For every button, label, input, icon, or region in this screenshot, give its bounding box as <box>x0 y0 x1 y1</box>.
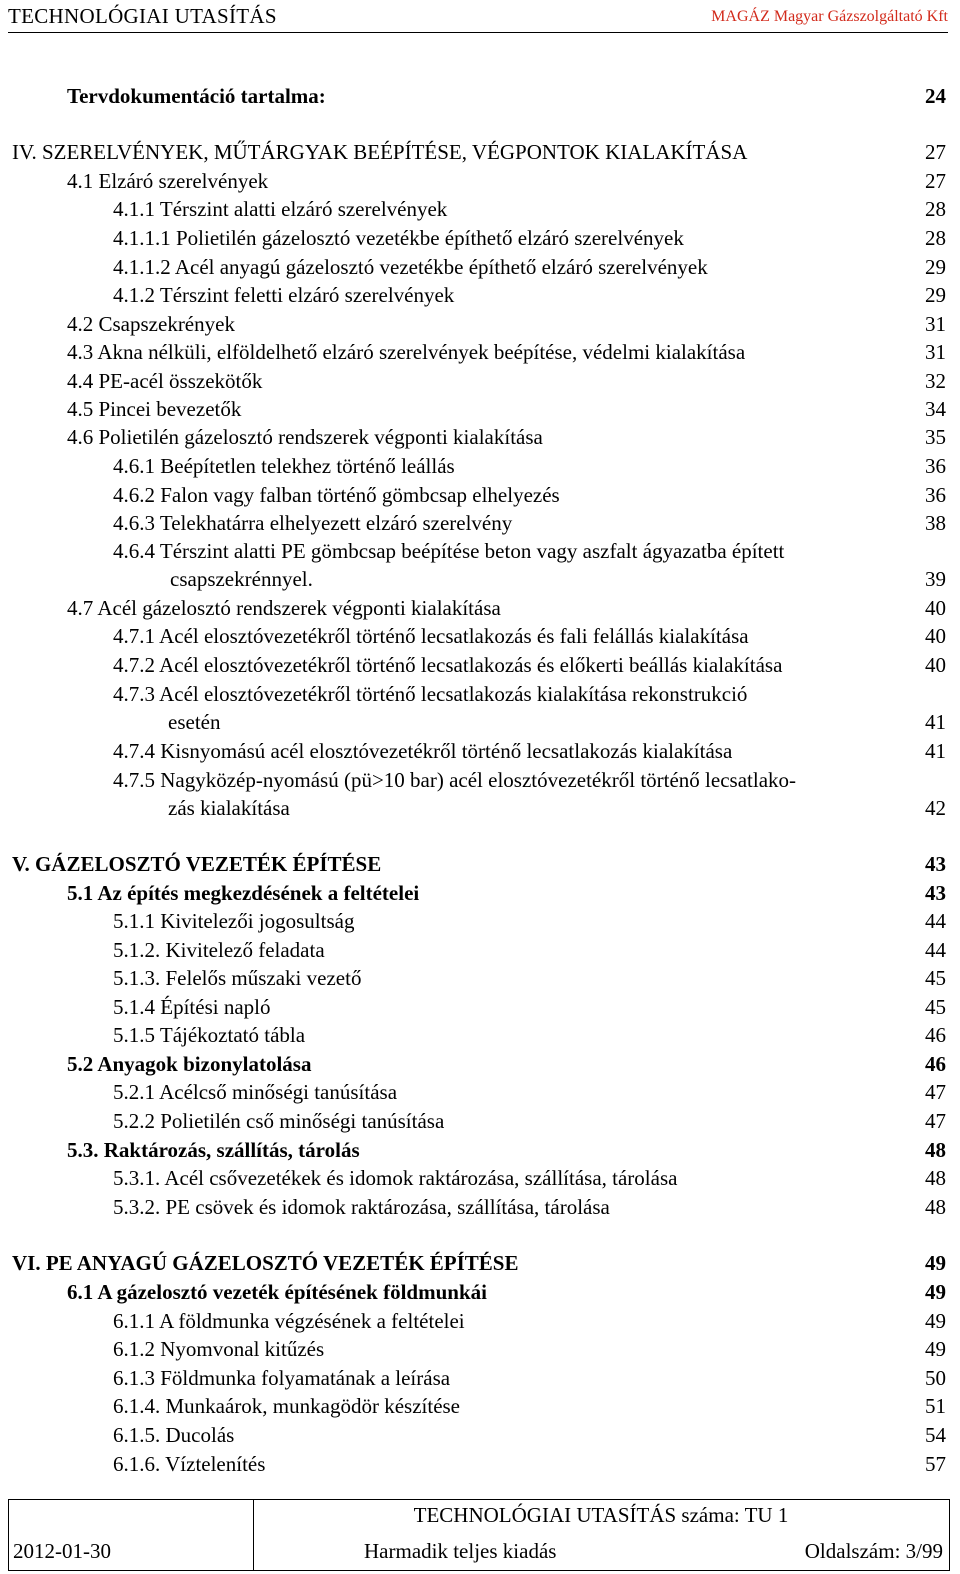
toc-entry <box>0 1021 960 1049</box>
toc-entry-page: 49 <box>925 1309 946 1333</box>
toc-entry-page: 46 <box>925 1052 946 1076</box>
toc-entry-page: 46 <box>925 1023 946 1047</box>
toc-entry-page: 47 <box>925 1109 946 1133</box>
toc-entry-title: esetén <box>168 710 221 734</box>
toc-entry <box>0 1307 960 1335</box>
toc-entry-title: 4.7.5 Nagyközép-nyomású (pü>10 bar) acél elosztóvezetékről történő lecsatlako- <box>113 768 797 792</box>
toc-entry-page: 39 <box>925 567 946 591</box>
toc-entry <box>0 651 960 679</box>
toc-entry-title: zás kialakítása <box>168 796 290 820</box>
toc-entry <box>0 423 960 451</box>
toc-entry-page: 29 <box>925 255 946 279</box>
toc-entry <box>0 367 960 395</box>
toc-entry-page: 41 <box>925 739 946 763</box>
toc-entry-page: 47 <box>925 1080 946 1104</box>
toc-entry <box>0 395 960 423</box>
toc-entry-page: 40 <box>925 596 946 620</box>
toc-entry <box>0 907 960 935</box>
toc-entry-title: 6.1.5. Ducolás <box>113 1423 235 1447</box>
toc-entry-page: 24 <box>925 84 946 108</box>
toc-entry-title: 4.1.2 Térszint feletti elzáró szerelvények <box>113 283 455 307</box>
toc-entry-title: 4.6.2 Falon vagy falban történő gömbcsap elhelyezés <box>113 483 560 507</box>
toc-entry-title: 5.1.2. Kivitelező feladata <box>113 938 325 962</box>
toc-entry <box>0 1136 960 1164</box>
toc-entry <box>0 794 960 822</box>
toc-entry <box>0 82 960 110</box>
footer-page-number: Oldalszám: 3/99 <box>804 1539 943 1563</box>
toc-entry-title: 5.1.1 Kivitelezői jogosultság <box>113 909 355 933</box>
toc-entry-title: 6.1.1 A földmunka végzésének a feltételei <box>113 1309 465 1333</box>
toc-entry <box>0 167 960 195</box>
toc-entry-title: 4.7.3 Acél elosztóvezetékről történő lecsatlakozás kialakítása rekonstrukció <box>113 682 748 706</box>
toc-entry-page: 40 <box>925 624 946 648</box>
toc-entry-title: 5.3.2. PE csövek és idomok raktározása, szállítása, tárolása <box>113 1195 610 1219</box>
toc-entry-title: 6.1.3 Földmunka folyamatának a leírása <box>113 1366 451 1390</box>
toc-entry <box>0 1164 960 1192</box>
toc-entry-title: 5.1.5 Tájékoztató tábla <box>113 1023 306 1047</box>
toc-entry-title: 4.7 Acél gázelosztó rendszerek végponti kialakítása <box>67 596 501 620</box>
toc-entry <box>0 224 960 252</box>
toc-entry-page: 27 <box>925 169 946 193</box>
toc-entry-title: 4.1 Elzáró szerelvények <box>67 169 269 193</box>
toc-entry <box>0 1078 960 1106</box>
toc-entry-title: 5.2.1 Acélcső minőségi tanúsítása <box>113 1080 398 1104</box>
toc-entry-page: 49 <box>925 1251 946 1275</box>
toc-entry-page: 43 <box>925 881 946 905</box>
header-title: TECHNOLÓGIAI UTASÍTÁS <box>8 4 277 28</box>
toc-entry-title: 4.6.1 Beépítetlen telekhez történő leállás <box>113 454 455 478</box>
toc-entry <box>0 1249 960 1277</box>
toc-entry-page: 51 <box>925 1394 946 1418</box>
toc-entry-page: 36 <box>925 483 946 507</box>
toc-entry-page: 44 <box>925 938 946 962</box>
toc-entry <box>0 509 960 537</box>
toc-entry <box>0 1335 960 1363</box>
footer-document-number: TECHNOLÓGIAI UTASÍTÁS száma: TU 1 <box>413 1503 789 1527</box>
toc-entry-page: 43 <box>925 852 946 876</box>
toc-entry <box>0 1050 960 1078</box>
footer-edition: Harmadik teljes kiadás <box>364 1539 557 1563</box>
toc-entry-title: 4.2 Csapszekrények <box>67 312 235 336</box>
toc-entry <box>0 879 960 907</box>
toc-entry-title: 5.2.2 Polietilén cső minőségi tanúsítása <box>113 1109 445 1133</box>
toc-entry <box>0 537 960 565</box>
toc-entry <box>0 1278 960 1306</box>
toc-entry <box>0 338 960 366</box>
toc-entry-page: 49 <box>925 1280 946 1304</box>
toc-entry-title: V. GÁZELOSZTÓ VEZETÉK ÉPÍTÉSE <box>12 852 382 876</box>
toc-entry-title: 5.3. Raktározás, szállítás, tárolás <box>67 1138 360 1162</box>
toc-entry <box>0 1193 960 1221</box>
toc-entry-title: 6.1 A gázelosztó vezeték építésének földmunkái <box>67 1280 487 1304</box>
toc-entry <box>0 936 960 964</box>
toc-entry <box>0 1450 960 1478</box>
toc-entry <box>0 1107 960 1135</box>
toc-entry-title: 5.1.3. Felelős műszaki vezető <box>113 966 362 990</box>
toc-entry-page: 45 <box>925 966 946 990</box>
toc-entry-title: 4.1.1.2 Acél anyagú gázelosztó vezetékbe építhető elzáró szerelvények <box>113 255 708 279</box>
toc-entry-page: 44 <box>925 909 946 933</box>
toc-entry <box>0 964 960 992</box>
toc-entry-title: Tervdokumentáció tartalma: <box>67 84 326 108</box>
toc-entry-title: 4.5 Pincei bevezetők <box>67 397 242 421</box>
toc-entry <box>0 310 960 338</box>
toc-entry-title: 4.7.1 Acél elosztóvezetékről történő lecsatlakozás és fali felállás kialakítása <box>113 624 749 648</box>
toc-entry-title: 5.1.4 Építési napló <box>113 995 271 1019</box>
toc-entry <box>0 1364 960 1392</box>
toc-entry-page: 41 <box>925 710 946 734</box>
toc-entry-page: 48 <box>925 1195 946 1219</box>
toc-entry-page: 34 <box>925 397 946 421</box>
toc-entry-page: 42 <box>925 796 946 820</box>
toc-entry-page: 48 <box>925 1138 946 1162</box>
toc-entry-page: 40 <box>925 653 946 677</box>
toc-entry <box>0 138 960 166</box>
toc-entry-page: 38 <box>925 511 946 535</box>
toc-entry <box>0 766 960 794</box>
toc-entry-title: IV. SZERELVÉNYEK, MŰTÁRGYAK BEÉPÍTÉSE, VÉGPONTOK KIALAKÍTÁSA <box>12 140 748 164</box>
toc-entry-title: 4.1.1.1 Polietilén gázelosztó vezetékbe építhető elzáró szerelvények <box>113 226 684 250</box>
toc-entry-title: 6.1.2 Nyomvonal kitűzés <box>113 1337 325 1361</box>
toc-entry-title: 4.4 PE-acél összekötők <box>67 369 263 393</box>
toc-entry <box>0 253 960 281</box>
toc-entry <box>0 281 960 309</box>
toc-entry <box>0 1392 960 1420</box>
toc-entry-title: VI. PE ANYAGÚ GÁZELOSZTÓ VEZETÉK ÉPÍTÉSE <box>12 1251 519 1275</box>
toc-entry-title: 4.7.2 Acél elosztóvezetékről történő lecsatlakozás és előkerti beállás kialakítása <box>113 653 783 677</box>
toc-entry-page: 48 <box>925 1166 946 1190</box>
toc-entry <box>0 594 960 622</box>
toc-entry-title: csapszekrénnyel. <box>170 567 313 591</box>
toc-entry <box>0 737 960 765</box>
toc-entry <box>0 195 960 223</box>
toc-entry <box>0 680 960 708</box>
page-footer <box>8 1499 950 1571</box>
toc-entry-page: 28 <box>925 226 946 250</box>
toc-entry <box>0 452 960 480</box>
toc-entry <box>0 565 960 593</box>
toc-entry <box>0 1421 960 1449</box>
toc-entry-title: 5.2 Anyagok bizonylatolása <box>67 1052 312 1076</box>
toc-entry <box>0 622 960 650</box>
toc-entry-page: 31 <box>925 340 946 364</box>
toc-entry-title: 5.3.1. Acél csővezetékek és idomok raktározása, szállítása, tárolása <box>113 1166 678 1190</box>
toc-entry-title: 4.6 Polietilén gázelosztó rendszerek végponti kialakítása <box>67 425 543 449</box>
toc-entry-page: 50 <box>925 1366 946 1390</box>
toc-entry-page: 49 <box>925 1337 946 1361</box>
toc-entry <box>0 993 960 1021</box>
toc-entry-title: 4.3 Akna nélküli, elföldelhető elzáró szerelvények beépítése, védelmi kialakítása <box>67 340 746 364</box>
toc-entry-page: 32 <box>925 369 946 393</box>
footer-date: 2012-01-30 <box>13 1539 111 1563</box>
toc-entry-page: 35 <box>925 425 946 449</box>
toc-entry-title: 5.1 Az építés megkezdésének a feltételei <box>67 881 420 905</box>
toc-entry-title: 4.6.3 Telekhatárra elhelyezett elzáró szerelvény <box>113 511 513 535</box>
toc-entry-title: 6.1.6. Víztelenítés <box>113 1452 266 1476</box>
toc-entry-page: 54 <box>925 1423 946 1447</box>
header-company: MAGÁZ Magyar Gázszolgáltató Kft <box>711 8 948 25</box>
toc-entry-page: 29 <box>925 283 946 307</box>
toc-entry <box>0 850 960 878</box>
toc-entry-title: 4.7.4 Kisnyomású acél elosztóvezetékről történő lecsatlakozás kialakítása <box>113 739 733 763</box>
toc-entry-title: 4.6.4 Térszint alatti PE gömbcsap beépítése beton vagy aszfalt ágyazatba épített <box>113 539 785 563</box>
toc-entry <box>0 708 960 736</box>
toc-entry-title: 6.1.4. Munkaárok, munkagödör készítése <box>113 1394 461 1418</box>
toc-entry <box>0 481 960 509</box>
toc-entry-page: 45 <box>925 995 946 1019</box>
toc-entry-page: 27 <box>925 140 946 164</box>
toc-entry-page: 28 <box>925 197 946 221</box>
toc-entry-page: 36 <box>925 454 946 478</box>
toc-entry-title: 4.1.1 Térszint alatti elzáró szerelvények <box>113 197 448 221</box>
toc-entry-page: 31 <box>925 312 946 336</box>
toc-entry-page: 57 <box>925 1452 946 1476</box>
